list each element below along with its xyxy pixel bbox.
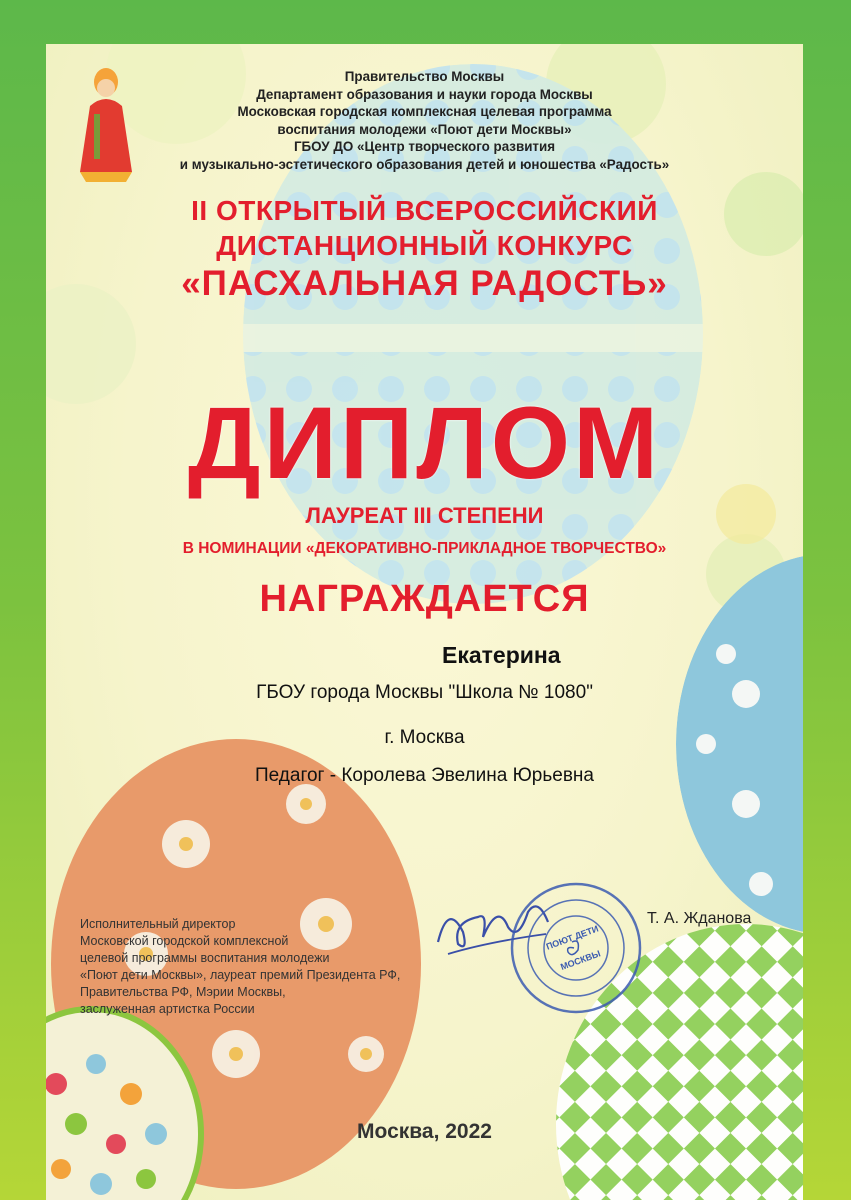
signatory-line: заслуженная артистка России <box>80 1002 255 1016</box>
contest-line-1: II ОТКРЫТЫЙ ВСЕРОССИЙСКИЙ <box>191 195 658 226</box>
signatory-line: целевой программы воспитания молодежи <box>80 951 330 965</box>
svg-text:ПОЮТ ДЕТИ: ПОЮТ ДЕТИ <box>544 923 600 952</box>
footer-location-year: Москва, 2022 <box>357 1120 492 1143</box>
laureate-degree: ЛАУРЕАТ III СТЕПЕНИ <box>305 503 544 528</box>
contest-line-3: «ПАСХАЛЬНАЯ РАДОСТЬ» <box>181 264 668 303</box>
signatory-name: Т. А. Жданова <box>647 910 752 927</box>
diploma-title: ДИПЛОМ <box>187 386 662 500</box>
signatory-line: Московской городской комплексной <box>80 934 289 948</box>
signatory-title <box>80 916 440 1018</box>
awarded-label: НАГРАЖДАЕТСЯ <box>259 578 590 620</box>
recipient-school: ГБОУ города Москвы "Школа № 1080" <box>256 682 593 703</box>
recipient-teacher: Педагог - Королева Эвелина Юрьевна <box>255 765 594 786</box>
signatory-line: Правительства РФ, Мэрии Москвы, <box>80 985 286 999</box>
nomination: В НОМИНАЦИИ «ДЕКОРАТИВНО-ПРИКЛАДНОЕ ТВОРЧЕСТВО» <box>182 540 667 557</box>
header-line: Московская городская комплексная целевая программа <box>237 104 612 119</box>
header-line: Департамент образования и науки города Москвы <box>256 86 593 102</box>
contest-line-2: ДИСТАНЦИОННЫЙ КОНКУРС <box>216 230 633 261</box>
signatory-line: «Поют дети Москвы», лауреат премий Президента РФ, <box>80 968 401 982</box>
official-stamp <box>508 880 644 1016</box>
contest-title <box>46 193 803 305</box>
recipient-city: г. Москва <box>384 727 465 748</box>
signatory-line: Исполнительный директор <box>80 917 236 931</box>
header-line: Правительство Москвы <box>344 69 505 84</box>
header-line: воспитания молодежи «Поют дети Москвы» <box>277 121 572 137</box>
svg-text:МОСКВЫ: МОСКВЫ <box>559 948 602 973</box>
organization-header <box>46 68 803 173</box>
header-line: ГБОУ ДО «Центр творческого развития <box>293 139 556 154</box>
recipient-name: Екатерина <box>442 642 561 668</box>
header-line: и музыкально-эстетического образования детей и юношества «Радость» <box>179 156 670 172</box>
